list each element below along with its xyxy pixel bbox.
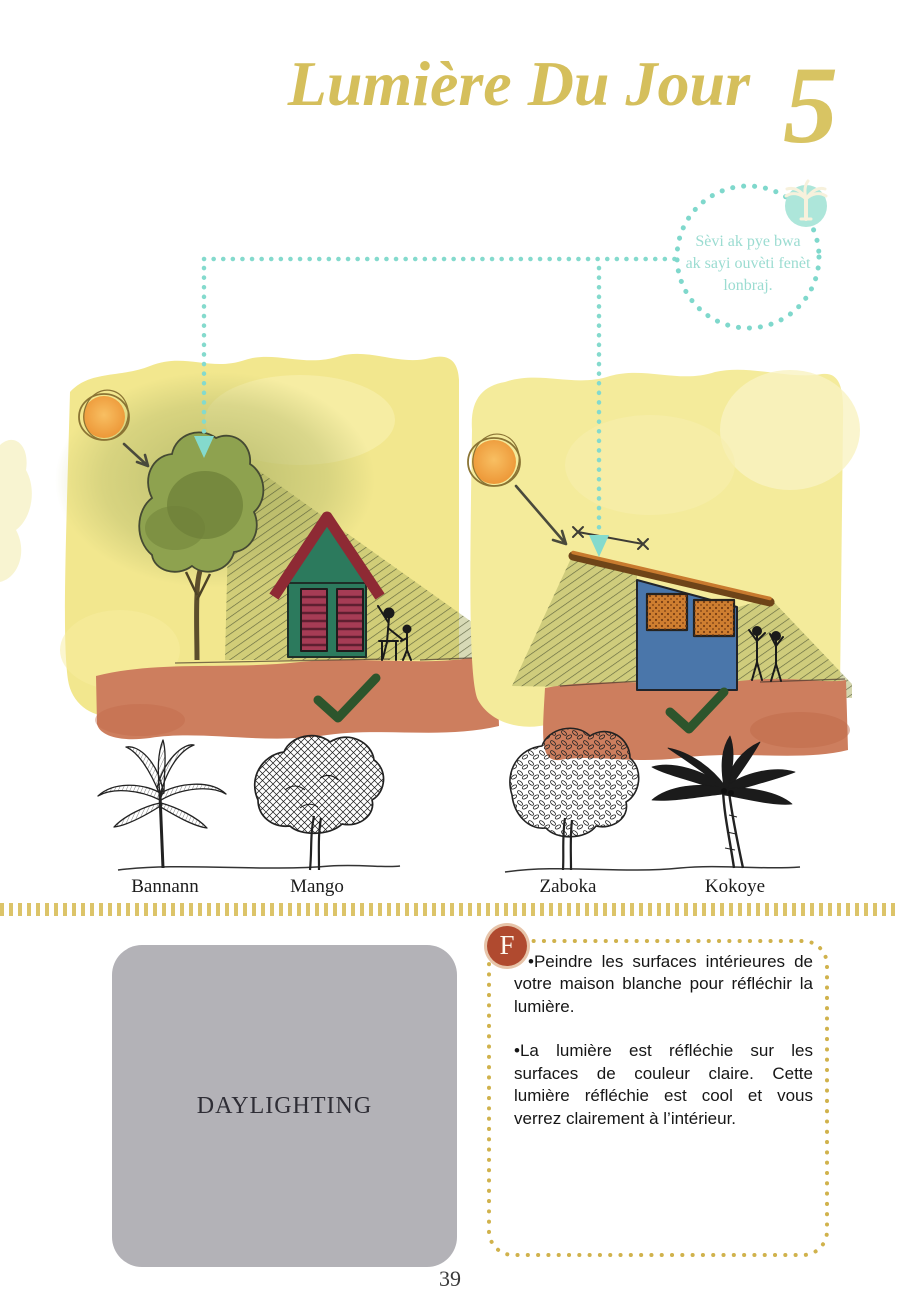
banana-tree-sketch [98, 740, 226, 868]
daylighting-card [112, 945, 457, 1267]
tip-line-3: lonbraj. [723, 277, 773, 294]
ground-sketch-line [505, 867, 800, 872]
left-scene [55, 354, 500, 739]
chapter-number: 5 [783, 44, 838, 166]
wash-highlight [720, 370, 860, 490]
daylighting-label: DAYLIGHTING [196, 1092, 373, 1119]
tip-line-1: Sèvi ak pye bwa [695, 233, 801, 250]
section-divider [0, 903, 900, 916]
watercolor-splash [0, 440, 32, 582]
right-scene [468, 370, 860, 760]
tree-label-mango: Mango [290, 876, 344, 897]
ground-sketch-line [118, 865, 400, 870]
ground-shade [95, 704, 185, 736]
tree-label-kokoye: Kokoye [704, 876, 766, 897]
ground-shade [750, 712, 850, 748]
tip-paragraph: •Peindre les surfaces intérieures de votre maison blanche pour réfléchir la lumière. [514, 952, 813, 1016]
f-badge: F [487, 926, 527, 966]
tip-paragraph: •La lumière est réfléchie sur les surfaces de couleur claire. Cette lumière réfléchie est cool et vous verrez clairement à l’intérieur. [514, 1041, 813, 1128]
tree-label-zaboka: Zaboka [539, 876, 597, 897]
palm-badge [785, 181, 827, 227]
wash-highlight [565, 415, 735, 515]
mango-tree-sketch [255, 736, 384, 870]
tip-circle-text [686, 233, 811, 294]
page-title: Lumière Du Jour [287, 48, 750, 119]
page-number: 39 [439, 1266, 461, 1291]
avocado-tree-sketch [510, 728, 639, 870]
tip-box [514, 951, 813, 1152]
tree-label-bannann: Bannann [131, 876, 199, 897]
tip-line-2: ak sayi ouvèti fenèt [685, 255, 811, 272]
